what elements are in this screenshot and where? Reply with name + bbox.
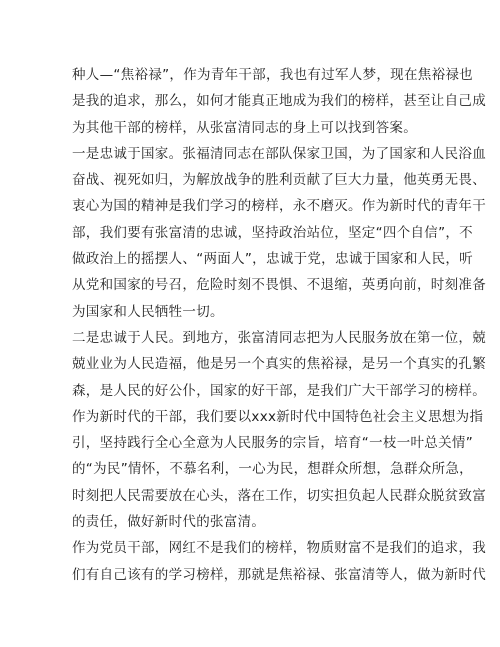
text-line: 奋战、视死如归，为解放战争的胜利贡献了巨大力量，他英勇无畏、	[72, 172, 486, 189]
text-line: 为其他干部的榜样，从张富清同志的身上可以找到答案。	[72, 119, 417, 136]
text-line: 的责任，做好新时代的张富清。	[72, 514, 266, 531]
text-line: 一是忠诚于国家。张福清同志在部队保家卫国，为了国家和人民浴血	[72, 145, 486, 162]
text-line: 作为新时代的干部，我们要以xxx新时代中国特色社会主义思想为指	[72, 408, 484, 425]
text-line: 做政治上的摇摆人、“两面人”，忠诚于党，忠诚于国家和人民，听	[72, 251, 473, 268]
text-line: 部，我们要有张富清的忠诚，坚持政治站位，坚定“四个自信”，不	[72, 224, 473, 241]
text-line: 种人—“焦裕禄”，作为青年干部，我也有过军人梦，现在焦裕禄也	[72, 67, 473, 83]
text-line: 们有自己该有的学习榜样，那就是焦裕禄、张富清等人，做为新时代	[72, 566, 486, 583]
text-line: 的“为民”情怀，不慕名利，一心为民，想群众所想，急群众所急，	[72, 461, 473, 478]
text-line: 作为党员干部，网红不是我们的榜样，物质财富不是我们的追求，我	[72, 540, 486, 557]
text-line: 为国家和人民牺牲一切。	[72, 303, 224, 320]
text-line: 衷心为国的精神是我们学习的榜样，永不磨灭。作为新时代的青年干	[72, 198, 486, 215]
text-line: 引，坚持践行全心全意为人民服务的宗旨，培育“一枝一叶总关情”	[72, 435, 473, 452]
text-line: 二是忠诚于人民。到地方，张富清同志把为人民服务放在第一位，兢	[72, 329, 486, 346]
text-line: 是我的追求，那么，如何才能真正地成为我们的榜样，甚至让自己成	[72, 93, 486, 110]
text-line: 时刻把人民需要放在心头，落在工作，切实担负起人民群众脱贫致富	[72, 487, 486, 504]
text-line: 森，是人民的好公仆，国家的好干部，是我们广大干部学习的榜样。	[72, 382, 486, 399]
document-body	[72, 62, 486, 588]
text-line: 兢业业为人民造福，他是另一个真实的焦裕禄，是另一个真实的孔繁	[72, 356, 486, 373]
text-line: 从党和国家的号召，危险时刻不畏惧、不退缩，英勇向前，时刻准备	[72, 277, 486, 294]
